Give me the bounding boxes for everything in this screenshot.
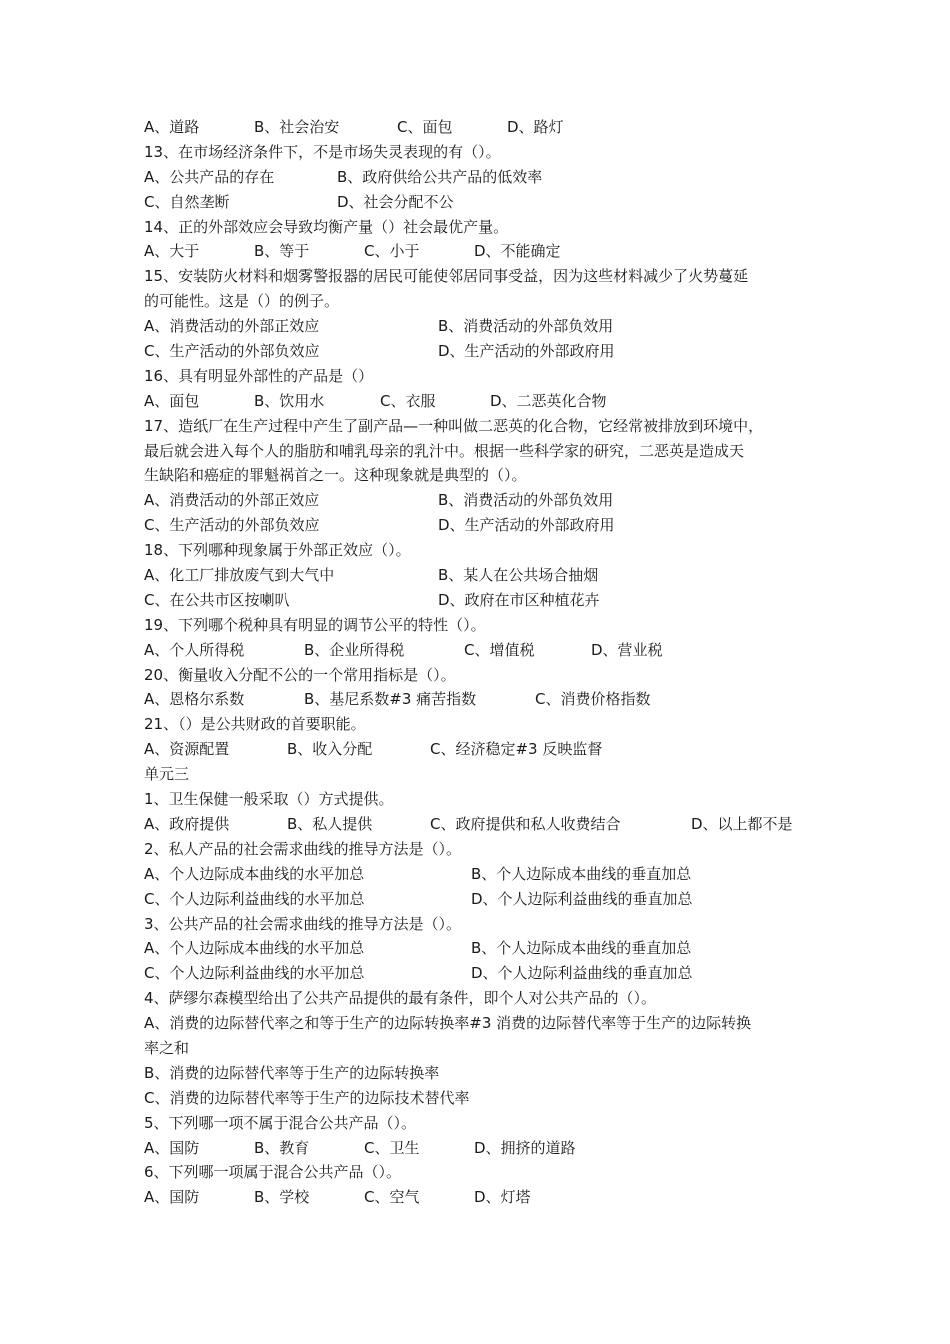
text-line: 4、萨缪尔森模型给出了公共产品提供的最有条件，即个人对公共产品的（）。 [144,989,657,1008]
options-line [144,588,816,613]
options-line [144,314,816,339]
answer-option: D、灯塔 [474,1188,531,1207]
text-line: 的可能性。这是（）的例子。 [144,292,340,311]
options-line [144,887,816,912]
options-line [144,936,816,961]
answer-option: C、自然垄断 [144,192,230,211]
answer-option: A、国防 [144,1138,200,1157]
answer-option: A、政府提供 [144,814,230,833]
answer-option: A、资源配置 [144,740,230,759]
answer-option: C、在公共市区按喇叭 [144,590,290,609]
answer-option: C、个人边际利益曲线的水平加总 [144,889,365,908]
text-line: 生缺陷和癌症的罪魁祸首之一。这种现象就是典型的（）。 [144,466,527,485]
options-line [144,239,816,264]
answer-option: C、生产活动的外部负效应 [144,342,320,361]
options-line [144,563,816,588]
answer-option: B、社会治安 [254,118,340,136]
answer-option: A、消费活动的外部正效应 [144,491,320,510]
answer-option: D、生产活动的外部政府用 [438,342,615,361]
options-line [144,115,816,140]
answer-option: B、私人提供 [287,814,373,833]
text-line: A、消费的边际替代率之和等于生产的边际转换率#3 消费的边际替代率等于生产的边际转换 [144,1014,752,1033]
answer-option: D、路灯 [507,118,564,136]
text-line: 17、造纸厂在生产过程中产生了副产品—一种叫做二恶英的化合物，它经常被排放到环境中， [144,416,764,435]
text-line: 16、具有明显外部性的产品是（） [144,366,374,385]
answer-option: D、二恶英化合物 [490,391,607,410]
answer-option: D、个人边际利益曲线的垂直加总 [471,964,693,983]
answer-option: C、卫生 [364,1138,420,1157]
answer-option: A、道路 [144,118,200,136]
answer-option: D、生产活动的外部政府用 [438,516,615,535]
options-line [144,165,816,190]
answer-option: B、等于 [254,242,310,261]
answer-option: A、个人边际成本曲线的水平加总 [144,864,365,883]
answer-option: C、空气 [364,1188,420,1207]
answer-option: B、收入分配 [287,740,373,759]
answer-option: A、恩格尔系数 [144,690,245,709]
options-line [144,812,816,837]
options-line [144,488,816,513]
answer-option: C、增值税 [464,640,535,659]
answer-option: B、基尼系数#3 痛苦指数 [304,690,477,709]
options-line [144,389,816,414]
answer-option: A、化工厂排放废气到大气中 [144,566,335,585]
answer-option: C、个人边际利益曲线的水平加总 [144,964,365,983]
answer-option: B、某人在公共场合抽烟 [438,566,599,585]
answer-option: D、社会分配不公 [337,192,454,211]
answer-option: A、国防 [144,1188,200,1207]
answer-option: D、营业税 [591,640,663,659]
answer-option: B、企业所得税 [304,640,405,659]
text-line: 19、下列哪个税种具有明显的调节公平的特性（）。 [144,615,486,634]
options-line [144,1185,816,1210]
text-line: 20、衡量收入分配不公的一个常用指标是（）。 [144,665,456,684]
text-line: 6、下列哪一项属于混合公共产品（）。 [144,1163,402,1182]
answer-option: B、学校 [254,1188,310,1207]
answer-option: B、饮用水 [254,391,325,410]
answer-option: B、消费活动的外部负效用 [438,317,614,336]
answer-option: B、消费活动的外部负效用 [438,491,614,510]
options-line [144,513,816,538]
answer-option: C、小于 [364,242,420,261]
answer-option: C、政府提供和私人收费结合 [430,814,621,833]
text-line: 最后就会进入每个人的脂肪和哺乳母亲的乳汁中。根据一些科学家的研究，二恶英是造成天 [144,441,745,460]
answer-option: B、个人边际成本曲线的垂直加总 [471,864,692,883]
options-line [144,862,816,887]
answer-option: B、政府供给公共产品的低效率 [337,167,543,186]
answer-option: C、面包 [397,118,453,136]
answer-option: D、拥挤的道路 [474,1138,576,1157]
options-line [144,687,816,712]
options-line [144,961,816,986]
answer-option: C、生产活动的外部负效应 [144,516,320,535]
options-line [144,638,816,663]
answer-option: A、面包 [144,391,200,410]
text-line: 21、（）是公共财政的首要职能。 [144,715,366,734]
options-line [144,1136,816,1161]
text-line: 2、私人产品的社会需求曲线的推导方法是（）。 [144,839,462,858]
answer-option: D、以上都不是 [691,814,793,833]
text-line: C、消费的边际替代率等于生产的边际技术替代率 [144,1088,470,1107]
answer-option: D、个人边际利益曲线的垂直加总 [471,889,693,908]
answer-option: A、消费活动的外部正效应 [144,317,320,336]
text-line: 15、安装防火材料和烟雾警报器的居民可能使邻居同事受益，因为这些材料减少了火势蔓延 [144,267,749,286]
options-line [144,339,816,364]
text-line: 率之和 [144,1038,190,1057]
text-line: 13、在市场经济条件下，不是市场失灵表现的有（）。 [144,142,501,161]
answer-option: A、个人所得税 [144,640,245,659]
text-line: 18、下列哪种现象属于外部正效应（）。 [144,541,411,560]
answer-option: A、个人边际成本曲线的水平加总 [144,939,365,958]
options-line [144,190,816,215]
text-line: B、消费的边际替代率等于生产的边际转换率 [144,1063,440,1082]
answer-option: B、教育 [254,1138,310,1157]
answer-option: C、衣服 [380,391,436,410]
text-line: 1、卫生保健一般采取（）方式提供。 [144,790,394,809]
text-line: 3、公共产品的社会需求曲线的推导方法是（）。 [144,914,462,933]
answer-option: C、消费价格指数 [535,690,651,709]
answer-option: B、个人边际成本曲线的垂直加总 [471,939,692,958]
answer-option: D、不能确定 [474,242,561,261]
text-line: 5、下列哪一项不属于混合公共产品（）。 [144,1113,417,1132]
text-line: 14、正的外部效应会导致均衡产量（）社会最优产量。 [144,217,509,236]
text-line: 单元三 [144,765,190,784]
options-line [144,737,816,762]
answer-option: D、政府在市区种植花卉 [438,590,600,609]
answer-option: A、大于 [144,242,200,261]
answer-option: C、经济稳定#3 反映监督 [430,740,603,759]
answer-option: A、公共产品的存在 [144,167,275,186]
question-list [144,115,816,1210]
